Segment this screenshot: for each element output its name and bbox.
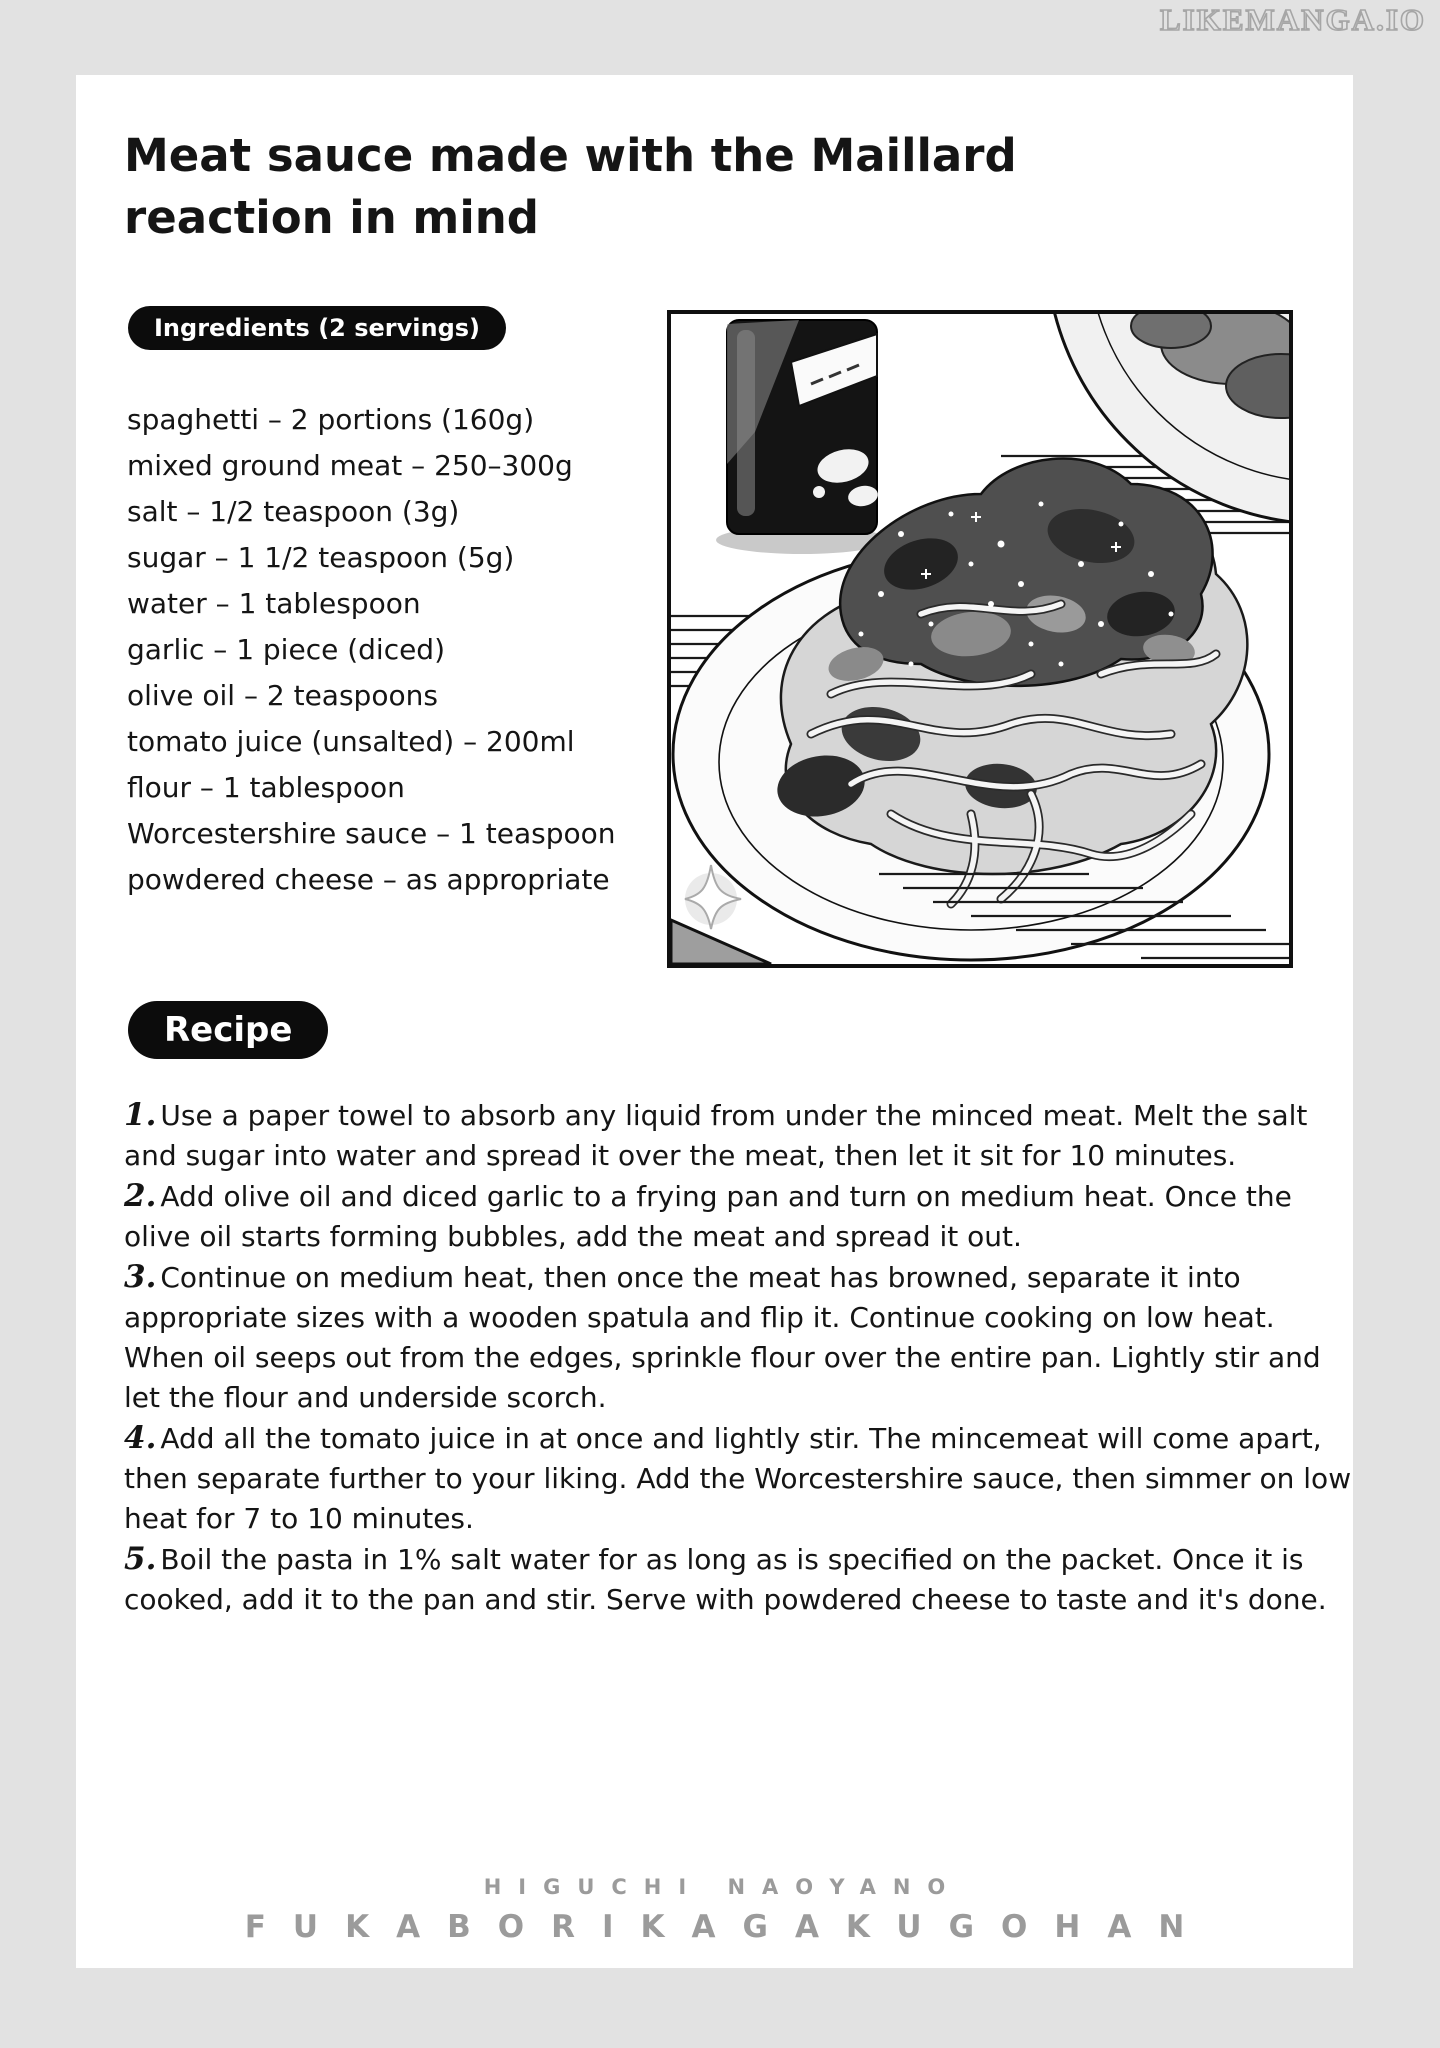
recipe-step — [124, 1095, 1362, 1176]
recipe-step — [124, 1418, 1362, 1539]
recipe-badge: Recipe — [128, 1001, 328, 1059]
footer-author: HIGUCHI NAOYANO — [483, 1875, 963, 1899]
ingredient-item: salt – 1/2 teaspoon (3g) — [127, 495, 460, 528]
ingredients-list — [127, 397, 616, 903]
spaghetti-illustration — [671, 314, 1289, 964]
ingredient-item: olive oil – 2 teaspoons — [127, 679, 438, 712]
step-number: 1. — [124, 1097, 157, 1133]
ingredient-item: flour – 1 tablespoon — [127, 771, 405, 804]
tomato-juice-can — [716, 320, 888, 554]
step-number: 3. — [124, 1259, 157, 1295]
step-text: Continue on medium heat, then once the meat has browned, separate it into appropriate sizes with a wooden spatula and flip it. Continue cooking on low heat. When oil seeps out from the edges, sprinkle flour over the entire pan. Lightly stir and let the flour and underside scorch. — [124, 1261, 1321, 1414]
step-text: Add all the tomato juice in at once and lightly stir. The mincemeat will come apart, then separate further to your liking. Add the Worcestershire sauce, then simmer on low heat for 7 to 10 minutes. — [124, 1422, 1352, 1535]
footer-series-title: FUKABORIKAGAKUGOHAN — [244, 1909, 1212, 1945]
recipe-title — [124, 125, 1134, 249]
table-corner — [671, 920, 771, 964]
step-text: Boil the pasta in 1% salt water for as long as is specified on the packet. Once it is cooked, add it to the pan and stir. Serve with powdered cheese to taste and it's done. — [124, 1543, 1327, 1616]
ingredient-item: tomato juice (unsalted) – 200ml — [127, 725, 575, 758]
ingredients-badge: Ingredients (2 servings) — [128, 306, 506, 350]
ingredient-item: spaghetti – 2 portions (160g) — [127, 403, 535, 436]
step-text: Use a paper towel to absorb any liquid from under the minced meat. Melt the salt and sugar into water and spread it over the meat, then let it sit for 10 minutes. — [124, 1099, 1308, 1172]
step-number: 4. — [124, 1420, 157, 1456]
illustration-panel — [667, 310, 1293, 968]
ingredient-item: mixed ground meat – 250–300g — [127, 449, 573, 482]
ingredient-item: water – 1 tablespoon — [127, 587, 421, 620]
step-number: 2. — [124, 1178, 157, 1214]
site-watermark: LIKEMANGA.IO — [1160, 2, 1426, 37]
step-text: Add olive oil and diced garlic to a frying pan and turn on medium heat. Once the olive oil starts forming bubbles, add the meat and spread it out. — [124, 1180, 1292, 1253]
recipe-title-line1: Meat sauce made with the Maillard — [124, 129, 1017, 182]
manga-page — [76, 75, 1353, 1968]
recipe-title-line2: reaction in mind — [124, 191, 539, 244]
recipe-step — [124, 1539, 1362, 1620]
ingredient-item: garlic – 1 piece (diced) — [127, 633, 446, 666]
ingredient-item: powdered cheese – as appropriate — [127, 863, 610, 896]
recipe-step — [124, 1176, 1362, 1257]
ingredient-item: Worcestershire sauce – 1 teaspoon — [127, 817, 616, 850]
ingredient-item: sugar – 1 1/2 teaspoon (5g) — [127, 541, 515, 574]
recipe-steps — [124, 1095, 1362, 1620]
step-number: 5. — [124, 1541, 157, 1577]
recipe-step — [124, 1257, 1362, 1418]
